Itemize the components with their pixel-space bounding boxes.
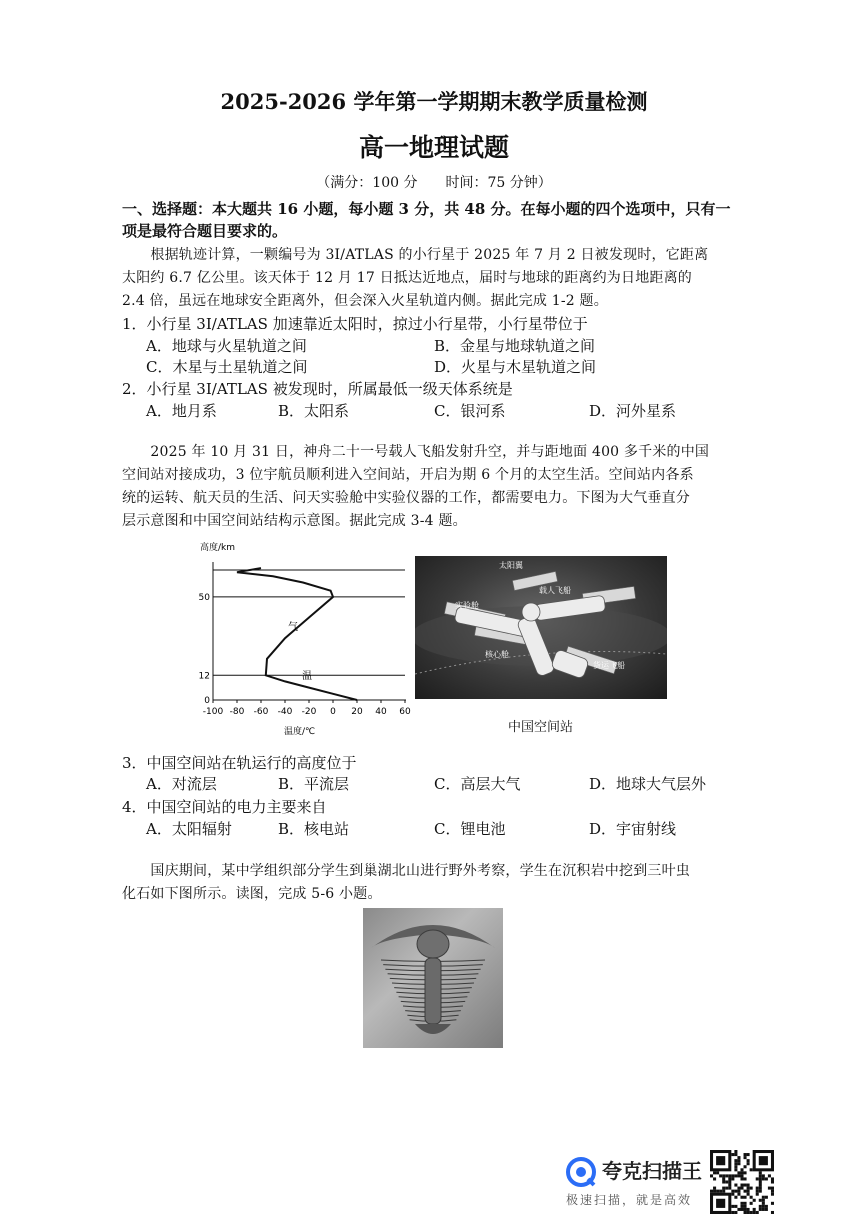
question-4-stem: 4．中国空间站的电力主要来自 [122,798,327,816]
curve-label-1: 气 [288,622,298,633]
label-solar-wing: 太阳翼 [499,561,523,570]
passage3-line: 化石如下图所示。读图，完成 5-6 小题。 [122,886,382,902]
question-1-option-a: A．地球与火星轨道之间 [146,337,307,355]
question-2-option-d: D．河外星系 [589,402,677,420]
question-2-stem: 2．小行星 3I/ATLAS 被发现时，所属最低一级天体系统是 [122,380,513,398]
quark-logo-icon [566,1157,596,1187]
question-2-option-c: C．银河系 [434,402,506,420]
passage1-line: 2.4 倍，虽远在地球安全距离外，但会深入火星轨道内侧。据此完成 1-2 题。 [122,293,608,309]
atmosphere-chart [196,538,412,738]
passage1-line: 太阳约 6.7 亿公里。该天体于 12 月 17 日抵达近地点，届时与地球的距离约为日地距离的 [122,270,692,286]
question-2-option-a: A．地月系 [146,402,217,420]
question-1-stem: 1．小行星 3I/ATLAS 加速靠近太阳时，掠过小行星带，小行星带位于 [122,315,588,333]
trilobite-fossil-image [363,908,503,1048]
x-tick-label: -60 [253,707,269,717]
passage2-line: 2025 年 10 月 31 日，神舟二十一号载人飞船发射升空，并与距地面 400 多千米的中国 [122,444,710,460]
question-3-stem: 3．中国空间站在轨运行的高度位于 [122,754,357,772]
station-caption: 中国空间站 [508,720,574,735]
x-tick-label: -40 [277,707,293,717]
label-core-module: 核心舱 [485,650,509,659]
question-3-option-a: A．对流层 [146,775,217,793]
exam-subject-title: 高一地理试题 [358,133,509,162]
question-1-option-b: B．金星与地球轨道之间 [434,337,596,355]
passage3-line: 国庆期间，某中学组织部分学生到巢湖北山进行野外考察，学生在沉积岩中挖到三叶虫 [122,863,690,879]
space-station-image [415,556,667,699]
question-1-option-d: D．火星与木星轨道之间 [434,358,597,376]
question-3-option-b: B．平流层 [278,775,350,793]
question-2-option-b: B．太阳系 [278,402,350,420]
y-tick-label: 12 [198,671,210,682]
trilobite-drawing [363,908,503,1048]
question-3-option-c: C．高层大气 [434,775,521,793]
chart-ylabel: 高度/km [200,543,236,553]
question-1-option-c: C．木星与土星轨道之间 [146,358,308,376]
x-tick-label: 0 [330,707,336,717]
question-3-option-d: D．地球大气层外 [589,775,707,793]
section-heading-line1: 一、选择题：本大题共 16 小题，每小题 3 分，共 48 分。在每小题的四个选项中，只有一 [122,200,731,218]
question-4-option-d: D．宇宙射线 [589,820,677,838]
question-4-option-a: A．太阳辐射 [146,820,232,838]
x-tick-label: 60 [399,707,411,717]
qr-code-icon [710,1150,774,1214]
x-tick-label: -80 [229,707,245,717]
section-heading-line2: 项是最符合题目要求的。 [122,222,288,240]
x-tick-label: 20 [351,707,363,717]
chart-xlabel: 温度/℃ [284,727,316,737]
question-4-option-b: B．核电站 [278,820,350,838]
passage2-line: 空间站对接成功，3 位宇航员顺利进入空间站，开启为期 6 个月的太空生活。空间站内各系 [122,467,694,483]
y-tick-label: 0 [204,696,210,706]
x-tick-label: -20 [301,707,317,717]
label-crew-ship: 载人飞船 [539,586,571,595]
label-lab-module: 实验舱 [455,601,479,610]
space-station-drawing [415,556,667,699]
passage2-line: 统的运转、航天员的生活、问天实验舱中实验仪器的工作，都需要电力。下图为大气垂直分 [122,490,690,506]
question-4-option-c: C．锂电池 [434,820,506,838]
x-tick-label: -100 [202,707,224,717]
score-time-line: （满分：100 分 时间：75 分钟） [316,175,552,191]
y-tick-label: 50 [198,592,210,603]
x-tick-label: 40 [375,707,387,717]
scanner-slogan: 极速扫描，就是高效 [566,1193,693,1207]
exam-title: 2025-2026 学年第一学期期末教学质量检测 [220,89,648,114]
atmosphere-chart-svg [196,538,412,738]
passage1-line: 根据轨迹计算，一颗编号为 3I/ATLAS 的小行星于 2025 年 7 月 2 日被发现时，它距离 [122,247,709,263]
label-cargo-ship: 货运飞船 [593,661,625,670]
scanner-brand: 夸克扫描王 [602,1159,702,1183]
curve-label-2: 温 [302,671,312,682]
temperature-curve [237,568,357,700]
passage2-line: 层示意图和中国空间站结构示意图。据此完成 3-4 题。 [122,513,467,529]
